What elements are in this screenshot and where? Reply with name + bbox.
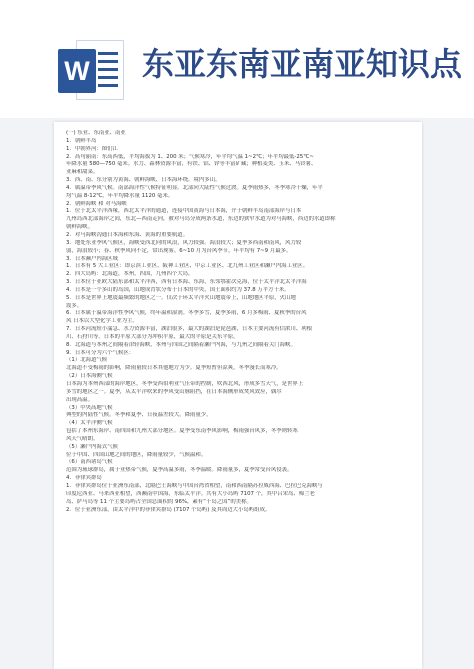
document-line: 3．日本濒户内海区域: [66, 255, 118, 262]
document-line: 5．日本是世界上地震最频繁的地区之一。仅次于环太平洋火山地震带上，山地地区平原，火山地: [66, 294, 296, 301]
document-line: 2．对马海峡沟通日本海和东海、黄海的重要航道。: [66, 231, 189, 238]
document-line: 朝鲜海峡。: [66, 224, 93, 231]
document-line: 均气温 8-12℃，年平均降水量 1120 毫米。: [66, 192, 174, 199]
document-line: 弱，海浪较小；春、秋季风向不定，常出现雾。6~10 月为台风季节，年平均有 7~9 月最多。: [66, 247, 292, 254]
document-line: 日本海为本州西部的海岸地区，冬季受西伯利亚气压带的控制，吹西北风，形成多雪天气，是世界上: [66, 381, 304, 387]
document-page: [54, 122, 422, 669]
document-line: 1．菲律宾群岛位于亚洲东南部，北隔巴士海峡与中国台湾省相望，南和西南隔苏拉威西海、巴拉巴克海峡与: [66, 482, 323, 489]
document-line: 九州岛西北部海岸之间，东北—西南走向，被对马岛分成两条水道，东边的狭窄水道为对马海峡，西边的水道即称: [66, 216, 336, 223]
document-line: 2．朝鲜海峡 和 对马海峡: [66, 200, 127, 207]
document-line: （2）日本海侧气候: [66, 373, 113, 380]
document-line: 1．朝鲜半岛: [66, 137, 97, 144]
document-line: 位于中国、四国山地之间的地区，降雨量较少，气候温和。: [66, 451, 207, 458]
title-banner: [0, 0, 474, 118]
word-logo-icon: [58, 40, 124, 100]
document-line: 3．地处东亚季风气候区，海峡受西北向的风浪，风力较强。海浪较大；夏季多西南和南风，风力较: [66, 239, 302, 246]
document-line: （6）南西诸岛气候: [66, 459, 113, 466]
document-line: 4．日本是一个多山的岛国，山地成背状分布于日本的中央，国土面积约为 37.8 万平方千米。: [66, 286, 290, 293]
logo-line: [98, 84, 118, 87]
page-title: 东亚东南亚南亚知识点: [142, 45, 463, 83]
document-line: 岛、萨马岛等 11 个主要岛屿占全国总面积的 96%，素有“千岛之国”的美称。: [66, 498, 252, 505]
document-line: 多雪的地区之一。夏季，从太平洋吹来的季风受山脉阻挡，在日本海侧形成焚风效应，偶尔: [66, 388, 282, 395]
document-line: 7．日本河流短小湍急、水力资源丰富，湖泊很多，最大的湖泊是琵琶湖，日本主要河流有信浓川、利根: [66, 326, 313, 333]
document-line: （4）太平洋侧气候: [66, 420, 113, 427]
document-line: 6．日本属于温带海洋性季风气候，终年温和湿润。冬季多雪，夏季多雨，6 月多梅雨、夏秋季的台风: [66, 310, 307, 317]
document-line: 2．高句丽南：东高西低，平均海拔为 1、200 米；气候寒冷，年平均气温 1~2℃；年平均最低-25℃~: [66, 153, 314, 160]
document-line: （1）北海道气候: [66, 357, 108, 364]
document-line: 风 日本以大型化学工业为主。: [66, 318, 138, 325]
document-line: 范围为琉球群岛，属于亚热带气候，夏季高温多雨，冬季温暖。降雨量多，夏季常受台风侵袭。: [66, 467, 293, 474]
document-line: 包括了本州东海岸、南四国和九州大部分地区。夏季受东南季风影响，梅雨强台风多，冬季则转寒: [66, 428, 298, 435]
document-line: 震多。: [66, 302, 83, 309]
document-body: [66, 130, 408, 514]
logo-line: [98, 52, 118, 55]
document-line: 1．位于北太平洋西缘，西北太平洋的通道，连接中国黄海与日本海，介于朝鲜半岛南部海岸与日本: [66, 208, 302, 215]
document-line: 1．日本有 5 大工业区：即京滨工业区、阪神工业区、中京工业区、北九州工业区和濑户内海工业区。: [66, 263, 309, 270]
document-line: 川、石狩川等。日本的平原大部分为冲积平原，最大的平原是关东平原。: [66, 333, 239, 340]
document-line: 北海道不受梅雨的影响，降雨量较日本其他地方为少。夏季短暂但凉爽，冬季漫长而寒冷。: [66, 365, 282, 372]
document-line: 4．菲律宾群岛: [66, 475, 102, 482]
document-line: 亚麻和甜菜。: [66, 169, 99, 176]
logo-letter: W: [58, 49, 96, 93]
document-line: （5）濑户内海式气候: [66, 443, 118, 450]
document-line: 2．位于亚洲东部，由太平洋中的菲律宾群岛 (7107 个岛屿) 及其周边大小岛屿组成。: [66, 506, 271, 513]
logo-line: [98, 68, 118, 71]
document-line: 出现高温。: [66, 396, 93, 403]
document-line: 2．四大岛屿：北海道，本州，四国，九州四个大岛。: [66, 271, 194, 278]
document-line: (一) 东亚、东南亚、南亚: [66, 130, 126, 136]
document-line: 典型的内陆性气候。冬季和夏季、日夜温差较大。降雨量少。: [66, 412, 212, 419]
document-line: 3．西、南、东分别为黄海、朝鲜海峡、日本海环绕。境内多山。: [66, 177, 221, 184]
logo-line: [98, 60, 118, 63]
document-line: 印度尼西亚、马来西亚相望，西濒南中国海，东临太平洋。共有大小岛屿 7107 个，其中吕宋岛、棉兰老: [66, 490, 315, 497]
logo-line: [98, 76, 118, 79]
document-line: 1．中朝界河：图们江: [66, 145, 118, 152]
document-line: 风天气晴朗。: [66, 435, 99, 442]
document-line: 8．北海道与本州之间隔着津轻海峡，本州与四国之间隔着濑户内海，与九州之间隔着关门海峡。: [66, 341, 296, 348]
document-line: 9．日本可分为六个气候区：: [66, 349, 135, 356]
document-line: 年降水量 580—750 毫米。水力、森林资源丰富，有铁、铝、锌等丰富矿藏；种植麦类、玉米、马铃薯、: [66, 161, 317, 168]
document-line: 4．属温带季风气候。南部海洋性气候特征明显。北部向大陆性气候过渡。夏季雨热多，冬季寒冷干燥，年平: [66, 184, 323, 191]
document-line: 3．日本位于亚欧大陆东部和太平洋西，西有日本海、东海，东邻鄂霍次克海，位于太平洋北太平洋海: [66, 279, 307, 286]
document-line: （3）中央高地气候: [66, 404, 113, 411]
